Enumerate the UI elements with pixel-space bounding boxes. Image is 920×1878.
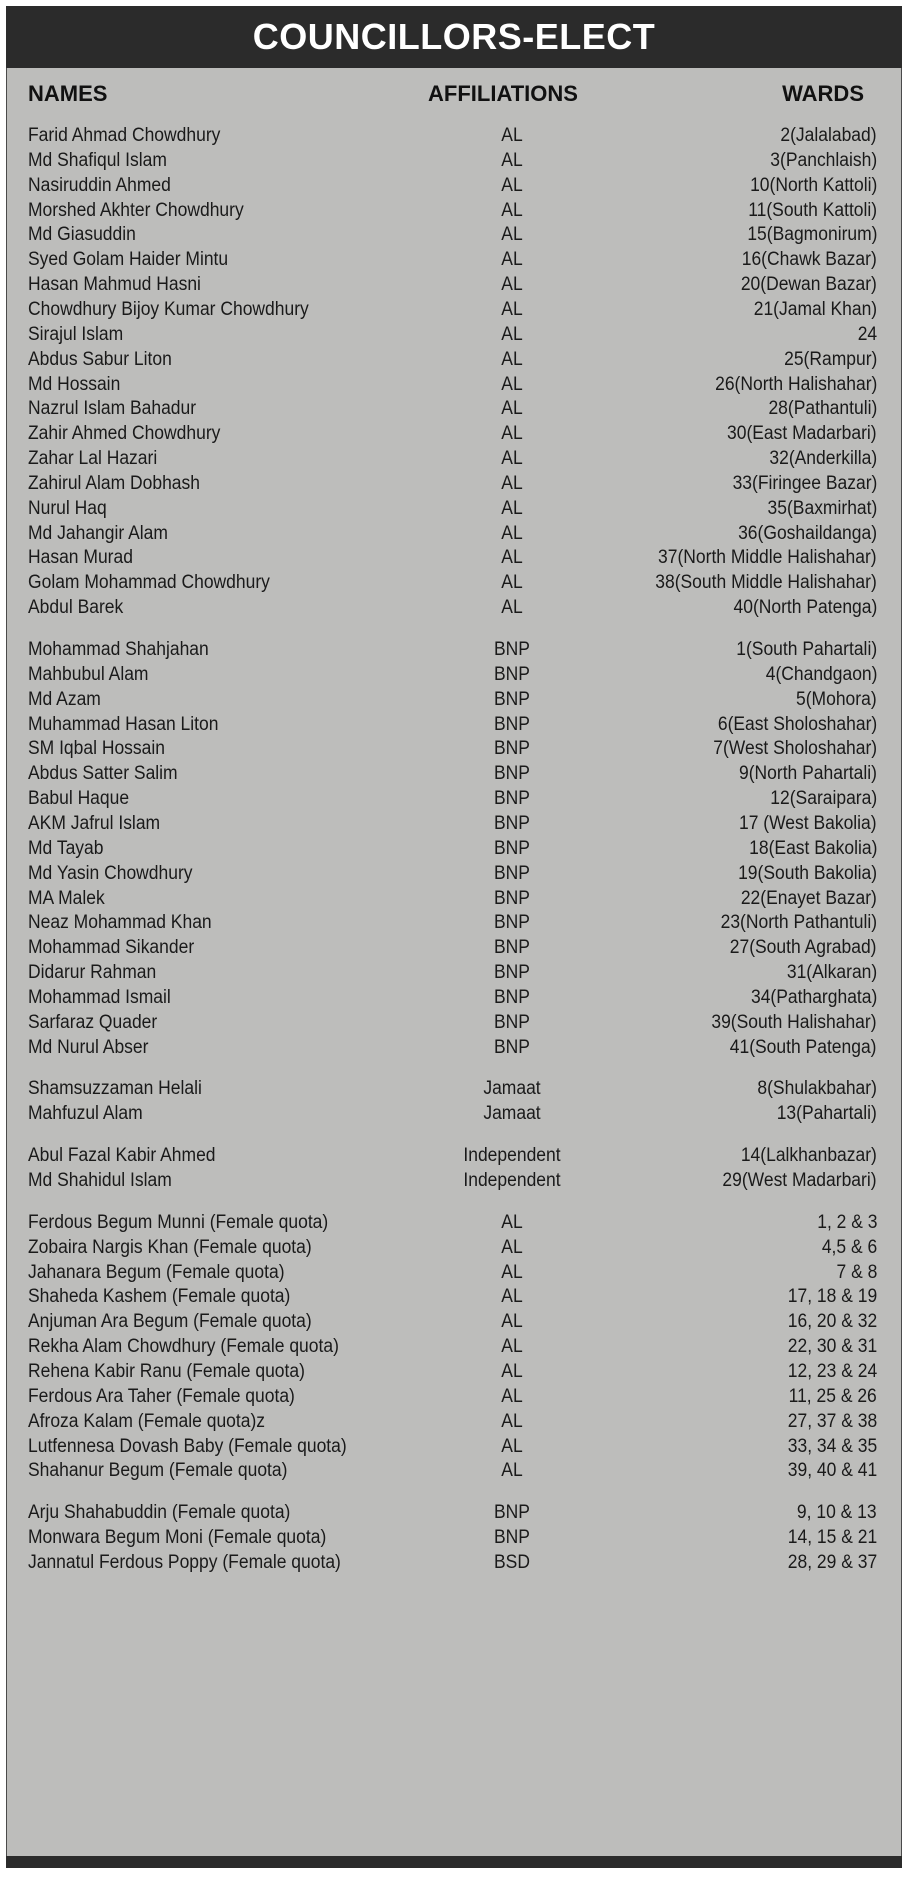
table-row: [7, 593, 901, 623]
councillor-name: Zahar Lal Hazari: [28, 448, 158, 470]
councillor-ward: 22(Enayet Bazar): [740, 887, 877, 909]
councillor-name: Md Hossain: [28, 373, 121, 395]
councillor-affiliation: AL: [501, 373, 523, 395]
councillor-name: Ferdous Ara Taher (Female quota): [28, 1385, 295, 1407]
councillor-ward: 11(South Kattoli): [748, 199, 877, 221]
councillor-ward: 14, 15 & 21: [787, 1527, 877, 1549]
councillor-name: Muhammad Hasan Liton: [28, 713, 219, 735]
column-header-affiliations: AFFILIATIONS: [428, 81, 578, 106]
councillor-name: Abul Fazal Kabir Ahmed: [28, 1145, 216, 1167]
councillor-affiliation: BNP: [494, 663, 530, 685]
councillor-name: Babul Haque: [28, 788, 130, 810]
councillor-name: Abdus Satter Salim: [28, 763, 178, 785]
councillor-affiliation: AL: [501, 1385, 523, 1407]
councillor-ward: 11, 25 & 26: [788, 1385, 877, 1407]
councillor-name: Zahir Ahmed Chowdhury: [28, 423, 221, 445]
councillor-list: [7, 7, 901, 1867]
councillor-affiliation: AL: [501, 323, 523, 345]
councillor-ward: 33(Firingee Bazar): [732, 472, 877, 494]
councillor-affiliation: BNP: [494, 713, 530, 735]
councillor-affiliation: BNP: [494, 962, 530, 984]
councillor-name: Abdul Barek: [28, 597, 124, 619]
councillor-ward: 9(North Pahartali): [739, 763, 877, 785]
councillor-affiliation: AL: [501, 472, 523, 494]
councillor-affiliation: BNP: [494, 937, 530, 959]
councillor-affiliation: BNP: [494, 688, 530, 710]
councillor-ward: 34(Patharghata): [750, 986, 877, 1008]
councillor-affiliation: AL: [501, 125, 523, 146]
councillor-affiliation: BNP: [494, 837, 530, 859]
councillor-name: Sirajul Islam: [28, 323, 124, 345]
councillor-ward: 27, 37 & 38: [787, 1410, 877, 1432]
councillor-affiliation: AL: [501, 522, 523, 544]
table-row: [7, 1099, 901, 1129]
councillor-name: Shamsuzzaman Helali: [28, 1078, 202, 1100]
councillor-name: Md Azam: [28, 688, 101, 710]
councillor-affiliation: AL: [501, 249, 523, 271]
councillors-board: [6, 6, 902, 1868]
councillor-name: Rehena Kabir Ranu (Female quota): [28, 1360, 305, 1382]
councillor-name: Nazrul Islam Bahadur: [28, 398, 197, 420]
councillor-affiliation: Independent: [463, 1145, 561, 1167]
councillor-ward: 6(East Sholoshahar): [717, 713, 877, 735]
councillor-ward: 28, 29 & 37: [787, 1551, 877, 1573]
councillor-ward: 40(North Patenga): [733, 597, 877, 619]
councillor-affiliation: AL: [501, 1460, 523, 1482]
councillor-ward: 21(Jamal Khan): [753, 298, 877, 320]
councillor-ward: 39(South Halishahar): [711, 1011, 877, 1033]
councillor-name: Md Tayab: [28, 837, 104, 859]
councillor-affiliation: BNP: [494, 1502, 530, 1524]
councillor-name: Neaz Mohammad Khan: [28, 912, 212, 934]
councillor-name: Zahirul Alam Dobhash: [28, 472, 200, 494]
councillor-name: SM Iqbal Hossain: [28, 738, 165, 760]
councillor-affiliation: BNP: [494, 738, 530, 760]
councillor-name: Md Shahidul Islam: [28, 1170, 172, 1191]
councillor-name: Afroza Kalam (Female quota)z: [28, 1410, 266, 1432]
councillor-affiliation: BNP: [494, 1011, 530, 1033]
councillor-affiliation: AL: [501, 1261, 523, 1283]
councillor-ward: 17 (West Bakolia): [739, 812, 877, 834]
councillor-name: Arju Shahabuddin (Female quota): [28, 1502, 291, 1524]
councillor-ward: 25(Rampur): [783, 348, 877, 370]
councillor-ward: 32(Anderkilla): [769, 448, 877, 470]
councillor-ward: 36(Goshaildanga): [738, 522, 877, 544]
councillor-name: Md Nurul Abser: [28, 1036, 149, 1058]
councillor-affiliation: Independent: [463, 1170, 561, 1191]
councillor-ward: 15(Bagmonirum): [746, 224, 877, 246]
councillor-ward: 8(Shulakbahar): [757, 1078, 877, 1100]
councillor-name: Mahbubul Alam: [28, 663, 149, 685]
councillor-ward: 5(Mohora): [796, 688, 877, 710]
councillor-ward: 39, 40 & 41: [787, 1460, 877, 1482]
councillor-ward: 28(Pathantuli): [768, 398, 877, 420]
councillor-affiliation: AL: [501, 597, 523, 619]
councillor-name: Md Shafiqul Islam: [28, 149, 167, 171]
page-title: COUNCILLORS-ELECT: [6, 6, 902, 68]
councillor-ward: 29(West Madarbari): [722, 1170, 877, 1191]
councillor-name: Golam Mohammad Chowdhury: [28, 572, 270, 594]
councillor-affiliation: AL: [501, 497, 523, 519]
councillor-affiliation: AL: [501, 149, 523, 171]
councillor-ward: 12(Saraipara): [770, 788, 877, 810]
councillor-affiliation: AL: [501, 1236, 523, 1258]
councillor-name: Nurul Haq: [28, 497, 107, 519]
councillor-name: Shaheda Kashem (Female quota): [28, 1286, 291, 1308]
councillor-name: Jahanara Begum (Female quota): [28, 1261, 285, 1283]
councillor-affiliation: BNP: [494, 887, 530, 909]
councillor-name: Mahfuzul Alam: [28, 1103, 143, 1125]
bottom-rule: [6, 1856, 902, 1868]
councillor-affiliation: AL: [501, 398, 523, 420]
councillor-ward: 41(South Patenga): [730, 1036, 877, 1058]
councillor-name: Monwara Begum Moni (Female quota): [28, 1527, 327, 1549]
councillor-ward: 24: [857, 323, 877, 345]
councillor-name: Md Yasin Chowdhury: [28, 862, 193, 884]
councillor-affiliation: AL: [501, 423, 523, 445]
column-header-wards: WARDS: [782, 81, 864, 106]
councillor-affiliation: AL: [501, 1435, 523, 1457]
councillor-ward: 4(Chandgaon): [765, 663, 877, 685]
councillor-affiliation: Jamaat: [483, 1078, 541, 1100]
column-header-names: NAMES: [28, 81, 108, 106]
table-row: [7, 1456, 901, 1486]
councillor-name: Shahanur Begum (Female quota): [28, 1460, 288, 1482]
councillor-ward: 2(Jalalabad): [780, 125, 877, 146]
councillor-ward: 1(South Pahartali): [736, 639, 877, 660]
councillor-name: MA Malek: [28, 887, 105, 909]
councillor-affiliation: AL: [501, 448, 523, 470]
councillor-affiliation: Jamaat: [483, 1103, 541, 1125]
councillor-name: Nasiruddin Ahmed: [28, 174, 171, 196]
councillor-name: Abdus Sabur Liton: [28, 348, 172, 370]
councillor-ward: 12, 23 & 24: [787, 1360, 877, 1382]
councillor-affiliation: AL: [501, 1311, 523, 1333]
councillor-ward: 20(Dewan Bazar): [740, 274, 877, 296]
councillor-name: Anjuman Ara Begum (Female quota): [28, 1311, 312, 1333]
councillor-name: Rekha Alam Chowdhury (Female quota): [28, 1336, 339, 1358]
councillor-ward: 14(Lalkhanbazar): [740, 1145, 877, 1167]
councillor-affiliation: BNP: [494, 1527, 530, 1549]
councillor-affiliation: BNP: [494, 639, 530, 660]
councillor-name: Syed Golam Haider Mintu: [28, 249, 229, 271]
councillor-ward: 23(North Pathantuli): [720, 912, 877, 934]
councillor-affiliation: AL: [501, 1336, 523, 1358]
councillor-affiliation: AL: [501, 224, 523, 246]
councillor-ward: 13(Pahartali): [776, 1103, 877, 1125]
councillor-ward: 10(North Kattoli): [749, 174, 877, 196]
councillor-name: Mohammad Sikander: [28, 937, 195, 959]
councillor-ward: 9, 10 & 13: [797, 1502, 877, 1524]
councillor-ward: 22, 30 & 31: [787, 1336, 877, 1358]
councillor-ward: 16(Chawk Bazar): [741, 249, 877, 271]
councillor-ward: 27(South Agrabad): [730, 937, 877, 959]
councillor-name: Md Giasuddin: [28, 224, 136, 246]
councillor-name: Zobaira Nargis Khan (Female quota): [28, 1236, 312, 1258]
councillor-ward: 7 & 8: [836, 1261, 877, 1283]
councillor-name: Morshed Akhter Chowdhury: [28, 199, 244, 221]
councillor-affiliation: AL: [501, 547, 523, 569]
councillor-affiliation: AL: [501, 1360, 523, 1382]
councillor-name: Chowdhury Bijoy Kumar Chowdhury: [28, 298, 309, 320]
table-row: [7, 1033, 901, 1063]
councillor-ward: 19(South Bakolia): [738, 862, 877, 884]
councillor-name: Mohammad Ismail: [28, 986, 171, 1008]
councillor-ward: 16, 20 & 32: [787, 1311, 877, 1333]
councillor-affiliation: BNP: [494, 1036, 530, 1058]
councillor-name: Farid Ahmad Chowdhury: [28, 125, 221, 146]
councillor-name: AKM Jafrul Islam: [28, 812, 161, 834]
councillor-ward: 7(West Sholoshahar): [713, 738, 877, 760]
councillor-affiliation: AL: [501, 1211, 523, 1233]
councillor-ward: 33, 34 & 35: [787, 1435, 877, 1457]
councillor-ward: 1, 2 & 3: [816, 1211, 877, 1233]
councillor-affiliation: BNP: [494, 862, 530, 884]
table-row: [7, 1548, 901, 1578]
councillor-name: Ferdous Begum Munni (Female quota): [28, 1211, 329, 1233]
councillor-affiliation: BNP: [494, 912, 530, 934]
councillor-ward: 26(North Halishahar): [714, 373, 877, 395]
councillor-name: Mohammad Shahjahan: [28, 639, 209, 660]
councillor-name: Lutfennesa Dovash Baby (Female quota): [28, 1435, 347, 1457]
councillor-ward: 37(North Middle Halishahar): [658, 547, 877, 569]
councillor-name: Sarfaraz Quader: [28, 1011, 158, 1033]
councillor-affiliation: AL: [501, 1286, 523, 1308]
councillor-affiliation: BNP: [494, 788, 530, 810]
councillor-name: Hasan Murad: [28, 547, 133, 569]
councillor-affiliation: AL: [501, 298, 523, 320]
councillor-ward: 35(Baxmirhat): [767, 497, 877, 519]
councillor-affiliation: BSD: [494, 1551, 530, 1573]
councillor-ward: 4,5 & 6: [821, 1236, 877, 1258]
councillor-affiliation: AL: [501, 348, 523, 370]
councillor-name: Hasan Mahmud Hasni: [28, 274, 201, 296]
councillor-affiliation: AL: [501, 199, 523, 221]
councillor-ward: 17, 18 & 19: [787, 1286, 877, 1308]
councillor-ward: 30(East Madarbari): [727, 423, 877, 445]
councillor-name: Didarur Rahman: [28, 962, 157, 984]
councillor-ward: 38(South Middle Halishahar): [655, 572, 877, 594]
councillor-affiliation: AL: [501, 174, 523, 196]
councillor-name: Jannatul Ferdous Poppy (Female quota): [28, 1551, 341, 1573]
councillor-affiliation: BNP: [494, 812, 530, 834]
councillor-affiliation: AL: [501, 572, 523, 594]
councillor-ward: 3(Panchlaish): [770, 149, 877, 171]
councillor-affiliation: BNP: [494, 763, 530, 785]
councillor-affiliation: BNP: [494, 986, 530, 1008]
councillor-affiliation: AL: [501, 1410, 523, 1432]
table-row: [7, 1166, 901, 1196]
councillor-affiliation: AL: [501, 274, 523, 296]
councillor-name: Md Jahangir Alam: [28, 522, 168, 544]
councillor-ward: 18(East Bakolia): [748, 837, 877, 859]
councillor-ward: 31(Alkaran): [786, 962, 877, 984]
